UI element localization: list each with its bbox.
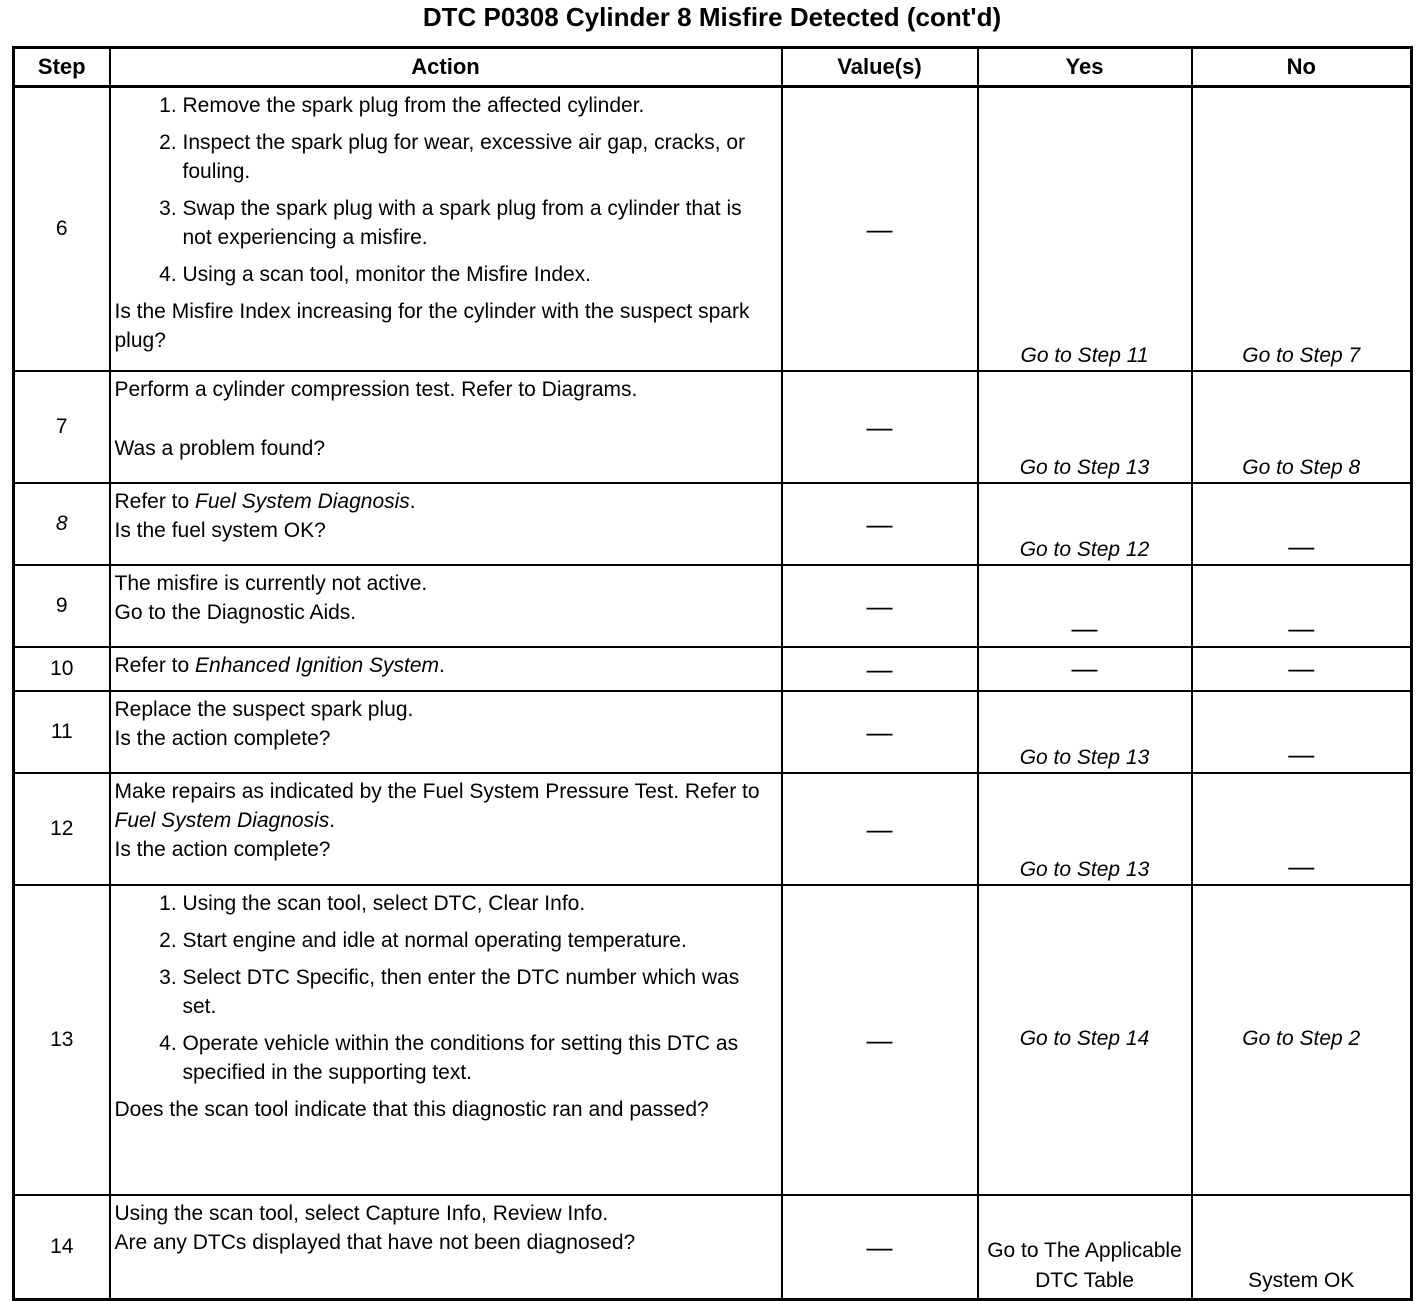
action-cell	[110, 483, 782, 565]
action-question: Was a problem found?	[114, 437, 326, 460]
header-yes: Yes	[978, 48, 1192, 87]
action-question: Is the action complete?	[114, 727, 331, 750]
list-item: 2. Inspect the spark plug for wear, excessive air gap, cracks, or fouling.	[183, 128, 777, 186]
action-list	[115, 889, 777, 1087]
value-cell: —	[782, 565, 978, 647]
table-row	[14, 371, 1412, 483]
value-cell: —	[782, 483, 978, 565]
yes-cell: Go to Step 13	[978, 773, 1192, 885]
action-cell	[110, 87, 782, 372]
action-question: Are any DTCs displayed that have not been diagnosed?	[114, 1231, 636, 1254]
value-cell: —	[782, 885, 978, 1195]
step-number: 14	[14, 1195, 110, 1300]
step-number: 10	[14, 647, 110, 691]
step-number: 11	[14, 691, 110, 773]
header-value: Value(s)	[782, 48, 978, 87]
step-number: 8	[14, 483, 110, 565]
table-row	[14, 885, 1412, 1195]
list-item: 1. Using the scan tool, select DTC, Clear Info.	[183, 889, 777, 918]
reference-link: Enhanced Ignition System	[195, 654, 440, 677]
table-row	[14, 87, 1412, 372]
no-cell: Go to Step 7	[1192, 87, 1412, 372]
step-number: 7	[14, 371, 110, 483]
no-cell: —	[1192, 565, 1412, 647]
no-cell: —	[1192, 691, 1412, 773]
action-question: Is the Misfire Index increasing for the cylinder with the suspect spark plug?	[114, 300, 750, 352]
action-question: Is the action complete?	[114, 838, 331, 861]
action-cell	[110, 773, 782, 885]
action-text: Refer to Fuel System Diagnosis.	[114, 490, 416, 513]
table-row	[14, 647, 1412, 691]
action-cell	[110, 565, 782, 647]
action-cell	[110, 691, 782, 773]
action-text: Make repairs as indicated by the Fuel System Pressure Test. Refer to Fuel System Diagnosis.	[114, 780, 760, 832]
value-cell: —	[782, 87, 978, 372]
table-row	[14, 483, 1412, 565]
header-no: No	[1192, 48, 1412, 87]
list-item: 4. Using a scan tool, monitor the Misfire Index.	[183, 260, 777, 289]
step-number: 13	[14, 885, 110, 1195]
action-list	[115, 91, 777, 289]
action-text: Perform a cylinder compression test. Refer to Diagrams.	[114, 378, 638, 401]
value-cell: —	[782, 647, 978, 691]
yes-cell: Go to The Applicable DTC Table	[978, 1195, 1192, 1300]
no-cell: —	[1192, 483, 1412, 565]
list-item: 3. Select DTC Specific, then enter the DTC number which was set.	[183, 963, 777, 1021]
table-row	[14, 691, 1412, 773]
action-question: Go to the Diagnostic Aids.	[114, 601, 357, 624]
yes-cell: —	[978, 565, 1192, 647]
list-item: 2. Start engine and idle at normal operating temperature.	[183, 926, 777, 955]
page-title: DTC P0308 Cylinder 8 Misfire Detected (cont'd)	[422, 2, 1002, 32]
action-cell	[110, 885, 782, 1195]
action-text: The misfire is currently not active.	[114, 572, 428, 595]
reference-link: Fuel System Diagnosis	[114, 809, 330, 832]
no-cell: System OK	[1192, 1195, 1412, 1300]
header-action: Action	[110, 48, 782, 87]
no-cell: —	[1192, 773, 1412, 885]
yes-cell: Go to Step 13	[978, 691, 1192, 773]
header-row	[14, 48, 1412, 87]
diagnostic-table	[12, 46, 1413, 1301]
list-item: 3. Swap the spark plug with a spark plug from a cylinder that is not experiencing a misfire.	[183, 194, 777, 252]
yes-cell: Go to Step 14	[978, 885, 1192, 1195]
action-question: Does the scan tool indicate that this diagnostic ran and passed?	[114, 1098, 709, 1121]
action-cell	[110, 371, 782, 483]
action-text: Using the scan tool, select Capture Info, Review Info.	[114, 1202, 609, 1225]
action-text: Refer to Enhanced Ignition System.	[114, 654, 445, 677]
table-row	[14, 565, 1412, 647]
list-item: 4. Operate vehicle within the conditions for setting this DTC as specified in the supporting text.	[183, 1029, 777, 1087]
yes-cell: —	[978, 647, 1192, 691]
no-cell: Go to Step 2	[1192, 885, 1412, 1195]
value-cell: —	[782, 371, 978, 483]
step-number: 6	[14, 87, 110, 372]
table-row	[14, 1195, 1412, 1300]
yes-cell: Go to Step 12	[978, 483, 1192, 565]
action-cell	[110, 1195, 782, 1300]
yes-cell: Go to Step 13	[978, 371, 1192, 483]
action-text: Replace the suspect spark plug.	[114, 698, 414, 721]
action-cell	[110, 647, 782, 691]
reference-link: Fuel System Diagnosis	[195, 490, 410, 513]
value-cell: —	[782, 691, 978, 773]
no-cell: Go to Step 8	[1192, 371, 1412, 483]
action-question: Is the fuel system OK?	[114, 519, 326, 542]
step-number: 9	[14, 565, 110, 647]
value-cell: —	[782, 773, 978, 885]
value-cell: —	[782, 1195, 978, 1300]
table-row	[14, 773, 1412, 885]
list-item: 1. Remove the spark plug from the affected cylinder.	[183, 91, 777, 120]
step-number: 12	[14, 773, 110, 885]
no-cell: —	[1192, 647, 1412, 691]
header-step: Step	[14, 48, 110, 87]
yes-cell: Go to Step 11	[978, 87, 1192, 372]
